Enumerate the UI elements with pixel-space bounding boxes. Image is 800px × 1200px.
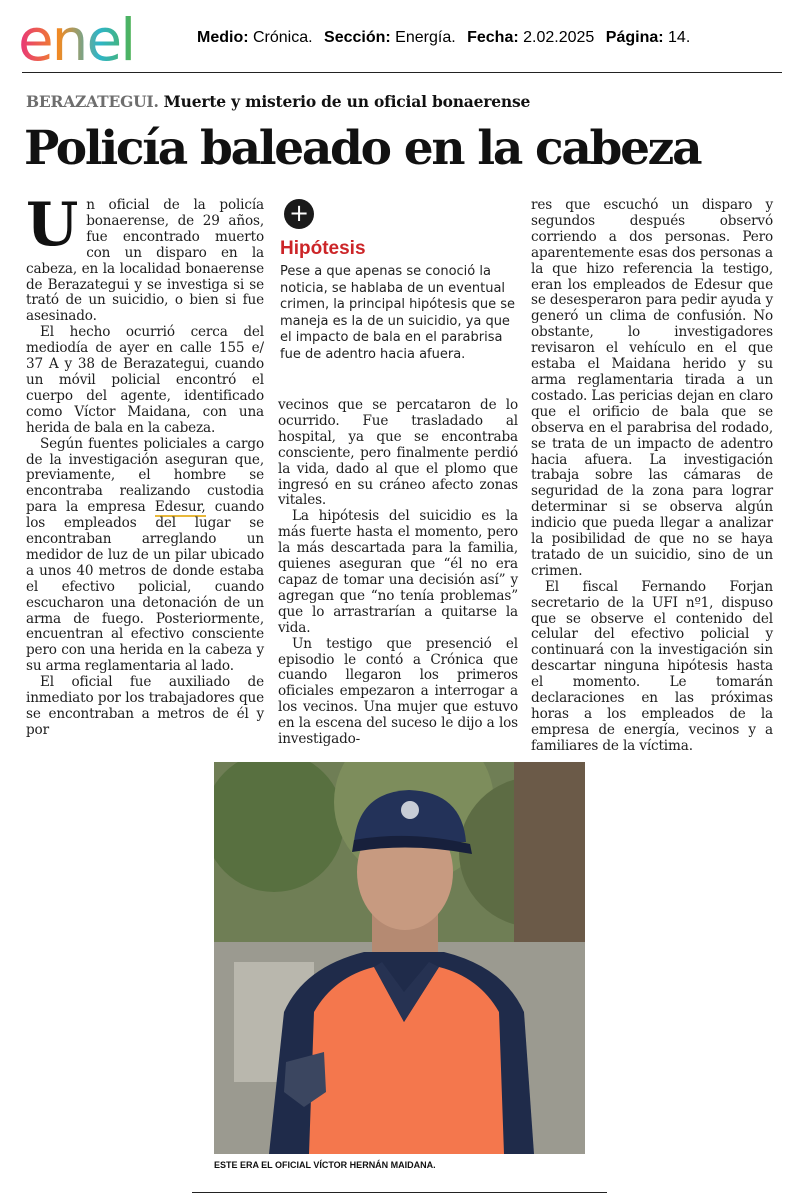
sidebar-title: Hipótesis [280,238,366,259]
paragraph: vecinos que se percataron de lo ocurrido. Fue trasladado al hospital, ya que se encontraba consciente, pero finalmente perdió la vida, dado al que el plomo que ingresó en su cráneo afecto zonas vitales. [278,397,518,509]
plus-icon: + [284,199,314,229]
enel-logo-text: enel [18,8,135,68]
photo-caption: ESTE ERA EL OFICIAL VÍCTOR HERNÁN MAIDANA. [214,1160,436,1170]
paragraph: La hipótesis del suicidio es la más fuerte hasta el momento, pero la más descartada para la familia, quienes aseguran que “él no era capaz de tomar una decisión así” y agregan que “no tenía problemas” que lo arrastrarían a quitarse la vida. [278,508,518,636]
pagina-label: Página: [605,29,664,46]
officer-photo-illustration [214,762,585,1154]
kicker-subtitle: Muerte y misterio de un oficial bonaerense [163,92,531,111]
paragraph: El fiscal Fernando Forjan secretario de la UFI nº1, dispuso que se observe el contenido del celular del efectivo policial y continuará con la investigación sin descartar ninguna hipótesis hasta el momento. Le tomarán declaraciones en las próximas horas a los empleados de la empresa de energía, vecinos y a familiares de la víctima. [531,578,773,754]
seccion-value: Energía. [395,29,456,46]
pagina-value: 14. [668,29,691,46]
medio-value: Crónica. [253,29,313,46]
paragraph-text: cuando los empleados del lugar se encontraban arreglando un medidor de luz de un pilar ubicado a unos 40 metros de donde estaba el efectivo policial, cuando escucharon una detonación de un arma de fuego. Posteriormente, encuentran al efectivo consciente pero con una herida en la cabeza y su arma reglamentaria al lado. [26,499,265,675]
enel-logo [18,8,168,68]
officer-photo [214,762,585,1154]
highlighted-word: Edesur, [154,499,206,516]
sidebar-text: Pese a que apenas se conoció la noticia, se hablaba de un eventual crimen, la principal hipótesis que se maneja es la de un suicidio, ya que el impacto de bala en el parabrisa fue de adentro hacia afuera. [280,264,515,362]
paragraph: Un testigo que presenció el episodio le contó a Crónica que cuando llegaron los primeros oficiales empezaron a interrogar a los vecinos. Una mujer que estuvo en la escena del suceso le dijo a los investigado- [278,635,518,748]
article-headline: Policía baleado en la cabeza [24,121,701,176]
press-meta [197,29,690,47]
paragraph [26,437,264,676]
article-kicker [26,92,530,111]
kicker-location: BERAZATEGUI. [26,92,159,111]
fecha-value: 2.02.2025 [523,29,595,46]
fecha-label: Fecha: [467,29,519,46]
article-column-2 [278,398,518,748]
paragraph: El oficial fue auxiliado de inmediato por los trabajadores que se encontraban a metros de él y por [26,674,264,738]
drop-cap: U [26,190,79,260]
footer-divider [192,1192,607,1193]
enel-logo-graphic [18,8,168,68]
article-column-3 [531,198,773,755]
paragraph: El hecho ocurrió cerca del mediodía de ayer en calle 155 e/ 37 A y 38 de Berazategui, cuando un móvil policial encontró el cuerpo del agente, identificado como Víctor Maidana, con una herida de bala en la cabeza. [26,324,264,436]
header-divider [22,72,782,73]
medio-label: Medio: [197,29,249,46]
paragraph-text: Según fuentes policiales a cargo de la investigación aseguran que, previamente, el hombre se encontraba realizando custodia para la empresa [26,435,264,516]
paragraph-text: n oficial de la policía bonaerense, de 29 años, fue encontrado muerto con un disparo en la cabeza, en la localidad bonaerense de Berazategui y se investiga si se trató de un suicidio, o bien si fue asesinado. [26,197,264,325]
seccion-label: Sección: [324,29,391,46]
article-column-1 [26,190,265,739]
paragraph [26,190,264,325]
paragraph: res que escuchó un disparo y segundos después observó corriendo a dos personas. Pero aparentemente esas dos personas a la que hizo referencia la testigo, eran los empleados de Edesur que se desesperaron para pedir ayuda y generó un clima de confusión. No obstante, lo investigadores revisaron el vehículo en el que estaba el Maidana herido y su arma reglamentaria tirada a un costado. Las pericias dejan en claro que el orificio de bala que se observa en el parabrisa del rodado, se trata de un impacto de adentro hacia afuera. La investigación trabaja sobre las cámaras de seguridad de la zona para lograr determinar si se observa algún indicio que pueda llegar a analizar la posibilidad de que no se haya tratado de un suicidio, sino de un crimen. [531,197,773,579]
